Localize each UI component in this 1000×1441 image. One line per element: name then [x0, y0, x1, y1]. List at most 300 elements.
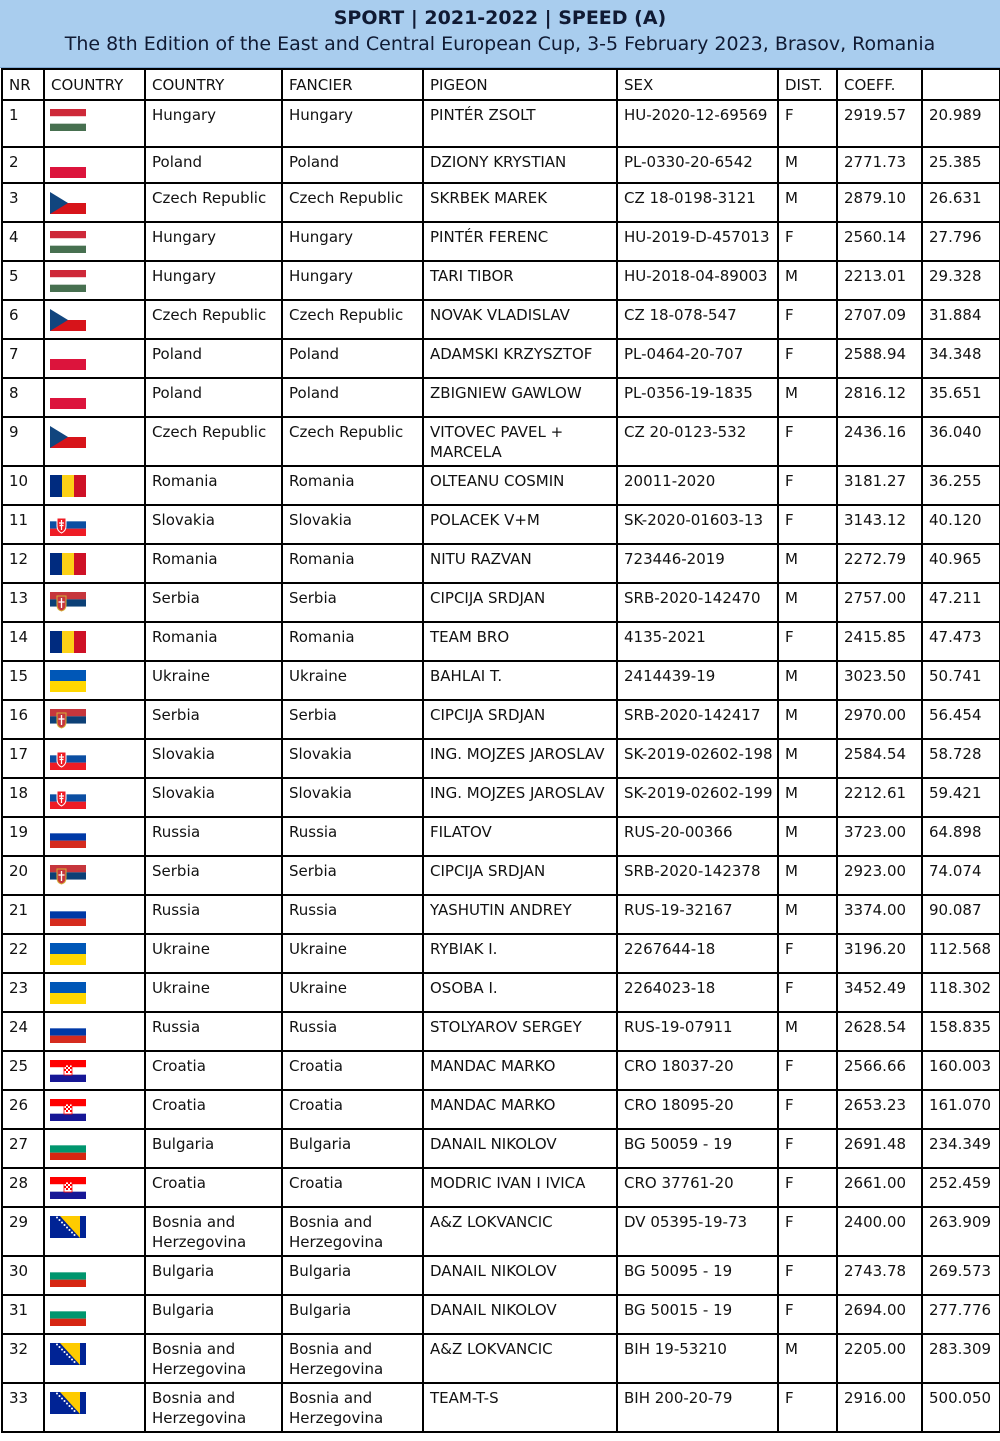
coeff-cell: 2771.73 — [837, 147, 922, 183]
table-row — [2, 895, 1000, 934]
table-row — [2, 339, 1000, 378]
value-cell: 64.898 — [922, 817, 1000, 856]
coeff-cell: 2272.79 — [837, 544, 922, 583]
ukraine-flag-icon — [50, 943, 86, 965]
table-row — [2, 856, 1000, 895]
row-nr: 26 — [2, 1090, 44, 1129]
value-cell: 40.965 — [922, 544, 1000, 583]
pigeon-cell: ZBIGNIEW GAWLOW — [423, 378, 617, 417]
serbia-flag-icon — [50, 592, 86, 614]
value-cell: 35.651 — [922, 378, 1000, 417]
dist-cell: M — [778, 583, 837, 622]
country-flag-cell — [44, 973, 145, 1012]
romania-flag-icon — [50, 553, 86, 575]
column-header-dist: DIST. — [778, 69, 837, 100]
table-row — [2, 183, 1000, 222]
dist-cell: M — [778, 895, 837, 934]
fancier-cell: Bulgaria — [282, 1129, 423, 1168]
country-name: Bulgaria — [145, 1129, 282, 1168]
fancier-cell: Slovakia — [282, 505, 423, 544]
country-flag-cell — [44, 1295, 145, 1334]
dist-cell: F — [778, 1129, 837, 1168]
pigeon-cell: TARI TIBOR — [423, 261, 617, 300]
row-nr: 16 — [2, 700, 44, 739]
value-cell: 47.211 — [922, 583, 1000, 622]
row-nr: 4 — [2, 222, 44, 261]
dist-cell: F — [778, 1051, 837, 1090]
country-name: Poland — [145, 147, 282, 183]
coeff-cell: 2923.00 — [837, 856, 922, 895]
pigeon-cell: POLACEK V+M — [423, 505, 617, 544]
row-nr: 8 — [2, 378, 44, 417]
table-row — [2, 1090, 1000, 1129]
pigeon-cell: DANAIL NIKOLOV — [423, 1295, 617, 1334]
fancier-cell: Poland — [282, 147, 423, 183]
row-nr: 32 — [2, 1334, 44, 1383]
sex-cell: HU-2020-12-69569 — [617, 100, 778, 147]
sex-cell: CRO 37761-20 — [617, 1168, 778, 1207]
dist-cell: M — [778, 183, 837, 222]
slovakia-flag-icon — [50, 748, 86, 770]
country-flag-cell — [44, 895, 145, 934]
country-flag-cell — [44, 100, 145, 147]
serbia-flag-icon — [50, 865, 86, 887]
dist-cell: F — [778, 1256, 837, 1295]
country-name: Russia — [145, 817, 282, 856]
slovakia-flag-icon — [50, 514, 86, 536]
dist-cell: F — [778, 300, 837, 339]
row-nr: 17 — [2, 739, 44, 778]
sex-cell: 20011-2020 — [617, 466, 778, 505]
row-nr: 31 — [2, 1295, 44, 1334]
value-cell: 500.050 — [922, 1383, 1000, 1432]
pigeon-cell: YASHUTIN ANDREY — [423, 895, 617, 934]
row-nr: 5 — [2, 261, 44, 300]
value-cell: 263.909 — [922, 1207, 1000, 1256]
slovakia-flag-icon — [50, 787, 86, 809]
dist-cell: M — [778, 1334, 837, 1383]
coeff-cell: 2205.00 — [837, 1334, 922, 1383]
pigeon-cell: A&Z LOKVANCIC — [423, 1334, 617, 1383]
value-cell: 50.741 — [922, 661, 1000, 700]
country-flag-cell — [44, 1383, 145, 1432]
column-header-country-flag: COUNTRY — [44, 69, 145, 100]
table-row — [2, 661, 1000, 700]
country-name: Croatia — [145, 1090, 282, 1129]
pigeon-cell: TEAM BRO — [423, 622, 617, 661]
column-header-value — [922, 69, 1000, 100]
value-cell: 36.255 — [922, 466, 1000, 505]
fancier-cell: Ukraine — [282, 661, 423, 700]
value-cell: 59.421 — [922, 778, 1000, 817]
pigeon-cell: CIPCIJA SRDJAN — [423, 700, 617, 739]
row-nr: 1 — [2, 100, 44, 147]
bosnia-flag-icon — [50, 1216, 86, 1238]
value-cell: 118.302 — [922, 973, 1000, 1012]
country-name: Romania — [145, 466, 282, 505]
country-name: Croatia — [145, 1051, 282, 1090]
pigeon-cell: NOVAK VLADISLAV — [423, 300, 617, 339]
coeff-cell: 2588.94 — [837, 339, 922, 378]
country-flag-cell — [44, 1207, 145, 1256]
coeff-cell: 3374.00 — [837, 895, 922, 934]
sex-cell: HU-2019-D-457013 — [617, 222, 778, 261]
pigeon-cell: DANAIL NIKOLOV — [423, 1256, 617, 1295]
ukraine-flag-icon — [50, 670, 86, 692]
coeff-cell: 2879.10 — [837, 183, 922, 222]
croatia-flag-icon — [50, 1177, 86, 1199]
fancier-cell: Slovakia — [282, 739, 423, 778]
fancier-cell: Slovakia — [282, 778, 423, 817]
dist-cell: F — [778, 1383, 837, 1432]
column-header-fancier: FANCIER — [282, 69, 423, 100]
sex-cell: RUS-20-00366 — [617, 817, 778, 856]
value-cell: 31.884 — [922, 300, 1000, 339]
coeff-cell: 2584.54 — [837, 739, 922, 778]
fancier-cell: Poland — [282, 378, 423, 417]
table-row — [2, 147, 1000, 183]
fancier-cell: Russia — [282, 895, 423, 934]
row-nr: 9 — [2, 417, 44, 466]
sex-cell: CZ 18-0198-3121 — [617, 183, 778, 222]
value-cell: 58.728 — [922, 739, 1000, 778]
sex-cell: SK-2019-02602-198 — [617, 739, 778, 778]
country-flag-cell — [44, 856, 145, 895]
table-row — [2, 1383, 1000, 1432]
sex-cell: DV 05395-19-73 — [617, 1207, 778, 1256]
country-flag-cell — [44, 1090, 145, 1129]
country-flag-cell — [44, 1129, 145, 1168]
value-cell: 34.348 — [922, 339, 1000, 378]
country-name: Serbia — [145, 700, 282, 739]
value-cell: 36.040 — [922, 417, 1000, 466]
coeff-cell: 2415.85 — [837, 622, 922, 661]
dist-cell: F — [778, 100, 837, 147]
table-row — [2, 973, 1000, 1012]
country-flag-cell — [44, 505, 145, 544]
table-row — [2, 100, 1000, 147]
pigeon-cell: FILATOV — [423, 817, 617, 856]
serbia-flag-icon — [50, 709, 86, 731]
row-nr: 6 — [2, 300, 44, 339]
dist-cell: M — [778, 261, 837, 300]
dist-cell: M — [778, 700, 837, 739]
value-cell: 20.989 — [922, 100, 1000, 147]
dist-cell: F — [778, 1295, 837, 1334]
country-flag-cell — [44, 1051, 145, 1090]
row-nr: 23 — [2, 973, 44, 1012]
row-nr: 27 — [2, 1129, 44, 1168]
table-row — [2, 466, 1000, 505]
country-flag-cell — [44, 466, 145, 505]
coeff-cell: 2743.78 — [837, 1256, 922, 1295]
sex-cell: SRB-2020-142378 — [617, 856, 778, 895]
pigeon-cell: MANDAC MARKO — [423, 1090, 617, 1129]
sex-cell: SRB-2020-142417 — [617, 700, 778, 739]
dist-cell: M — [778, 856, 837, 895]
poland-flag-icon — [50, 156, 86, 178]
dist-cell: M — [778, 661, 837, 700]
bulgaria-flag-icon — [50, 1138, 86, 1160]
fancier-cell: Romania — [282, 544, 423, 583]
country-name: Romania — [145, 622, 282, 661]
fancier-cell: Croatia — [282, 1168, 423, 1207]
value-cell: 27.796 — [922, 222, 1000, 261]
table-row — [2, 583, 1000, 622]
value-cell: 40.120 — [922, 505, 1000, 544]
pigeon-cell: OLTEANU COSMIN — [423, 466, 617, 505]
fancier-cell: Czech Republic — [282, 417, 423, 466]
table-row — [2, 934, 1000, 973]
croatia-flag-icon — [50, 1060, 86, 1082]
value-cell: 90.087 — [922, 895, 1000, 934]
coeff-cell: 2691.48 — [837, 1129, 922, 1168]
row-nr: 2 — [2, 147, 44, 183]
page-title: SPORT | 2021-2022 | SPEED (A) — [333, 7, 667, 29]
pigeon-cell: ING. MOJZES JAROSLAV — [423, 778, 617, 817]
country-flag-cell — [44, 378, 145, 417]
poland-flag-icon — [50, 387, 86, 409]
pigeon-cell: BAHLAI T. — [423, 661, 617, 700]
fancier-cell: Bosnia and Herzegovina — [282, 1207, 423, 1256]
pigeon-cell: DZIONY KRYSTIAN — [423, 147, 617, 183]
row-nr: 15 — [2, 661, 44, 700]
pigeon-cell: PINTÉR ZSOLT — [423, 100, 617, 147]
bosnia-flag-icon — [50, 1392, 86, 1414]
sex-cell: BG 50059 - 19 — [617, 1129, 778, 1168]
sex-cell: BIH 19-53210 — [617, 1334, 778, 1383]
row-nr: 22 — [2, 934, 44, 973]
pigeon-cell: OSOBA I. — [423, 973, 617, 1012]
page-subtitle: The 8th Edition of the East and Central European Cup, 3-5 February 2023, Brasov, Romania — [64, 33, 936, 55]
column-header-country: COUNTRY — [145, 69, 282, 100]
fancier-cell: Serbia — [282, 700, 423, 739]
table-row — [2, 505, 1000, 544]
croatia-flag-icon — [50, 1099, 86, 1121]
value-cell: 252.459 — [922, 1168, 1000, 1207]
fancier-cell: Bulgaria — [282, 1295, 423, 1334]
country-name: Serbia — [145, 856, 282, 895]
dist-cell: F — [778, 973, 837, 1012]
row-nr: 14 — [2, 622, 44, 661]
coeff-cell: 2707.09 — [837, 300, 922, 339]
dist-cell: M — [778, 817, 837, 856]
value-cell: 283.309 — [922, 1334, 1000, 1383]
table-row — [2, 417, 1000, 466]
dist-cell: M — [778, 147, 837, 183]
dist-cell: F — [778, 1168, 837, 1207]
row-nr: 24 — [2, 1012, 44, 1051]
table-row — [2, 778, 1000, 817]
coeff-cell: 3723.00 — [837, 817, 922, 856]
coeff-cell: 2757.00 — [837, 583, 922, 622]
dist-cell: F — [778, 505, 837, 544]
poland-flag-icon — [50, 348, 86, 370]
country-flag-cell — [44, 544, 145, 583]
sex-cell: 2414439-19 — [617, 661, 778, 700]
coeff-cell: 3023.50 — [837, 661, 922, 700]
sex-cell: CRO 18095-20 — [617, 1090, 778, 1129]
country-flag-cell — [44, 817, 145, 856]
row-nr: 28 — [2, 1168, 44, 1207]
sex-cell: PL-0464-20-707 — [617, 339, 778, 378]
row-nr: 30 — [2, 1256, 44, 1295]
pigeon-cell: ADAMSKI KRZYSZTOF — [423, 339, 617, 378]
country-name: Russia — [145, 1012, 282, 1051]
table-row — [2, 622, 1000, 661]
pigeon-cell: PINTÉR FERENC — [423, 222, 617, 261]
table-row — [2, 1129, 1000, 1168]
sex-cell: 723446-2019 — [617, 544, 778, 583]
sex-cell: SRB-2020-142470 — [617, 583, 778, 622]
country-flag-cell — [44, 300, 145, 339]
row-nr: 12 — [2, 544, 44, 583]
table-row — [2, 739, 1000, 778]
country-name: Ukraine — [145, 973, 282, 1012]
country-flag-cell — [44, 661, 145, 700]
sex-cell: PL-0330-20-6542 — [617, 147, 778, 183]
coeff-cell: 3452.49 — [837, 973, 922, 1012]
czech-flag-icon — [50, 309, 86, 331]
country-flag-cell — [44, 700, 145, 739]
row-nr: 19 — [2, 817, 44, 856]
country-name: Russia — [145, 895, 282, 934]
ukraine-flag-icon — [50, 982, 86, 1004]
country-name: Poland — [145, 339, 282, 378]
country-flag-cell — [44, 222, 145, 261]
country-flag-cell — [44, 261, 145, 300]
country-name: Czech Republic — [145, 300, 282, 339]
country-name: Hungary — [145, 100, 282, 147]
table-row — [2, 1334, 1000, 1383]
country-name: Poland — [145, 378, 282, 417]
fancier-cell: Ukraine — [282, 973, 423, 1012]
country-name: Slovakia — [145, 778, 282, 817]
country-flag-cell — [44, 739, 145, 778]
dist-cell: F — [778, 222, 837, 261]
column-header-sex: SEX — [617, 69, 778, 100]
sex-cell: RUS-19-07911 — [617, 1012, 778, 1051]
row-nr: 18 — [2, 778, 44, 817]
sex-cell: SK-2019-02602-199 — [617, 778, 778, 817]
fancier-cell: Romania — [282, 466, 423, 505]
pigeon-cell: MANDAC MARKO — [423, 1051, 617, 1090]
fancier-cell: Serbia — [282, 856, 423, 895]
value-cell: 25.385 — [922, 147, 1000, 183]
dist-cell: F — [778, 417, 837, 466]
fancier-cell: Poland — [282, 339, 423, 378]
fancier-cell: Russia — [282, 1012, 423, 1051]
coeff-cell: 2560.14 — [837, 222, 922, 261]
row-nr: 29 — [2, 1207, 44, 1256]
dist-cell: F — [778, 934, 837, 973]
hungary-flag-icon — [50, 109, 86, 131]
row-nr: 25 — [2, 1051, 44, 1090]
value-cell: 160.003 — [922, 1051, 1000, 1090]
dist-cell: M — [778, 739, 837, 778]
table-row — [2, 817, 1000, 856]
sex-cell: RUS-19-32167 — [617, 895, 778, 934]
country-flag-cell — [44, 1012, 145, 1051]
table-row — [2, 1295, 1000, 1334]
column-header-coeff: COEFF. — [837, 69, 922, 100]
country-name: Croatia — [145, 1168, 282, 1207]
pigeon-cell: CIPCIJA SRDJAN — [423, 583, 617, 622]
russia-flag-icon — [50, 826, 86, 848]
country-flag-cell — [44, 583, 145, 622]
row-nr: 33 — [2, 1383, 44, 1432]
czech-flag-icon — [50, 426, 86, 448]
dist-cell: F — [778, 1207, 837, 1256]
country-flag-cell — [44, 1168, 145, 1207]
fancier-cell: Serbia — [282, 583, 423, 622]
hungary-flag-icon — [50, 270, 86, 292]
row-nr: 11 — [2, 505, 44, 544]
sex-cell: HU-2018-04-89003 — [617, 261, 778, 300]
sex-cell: 2264023-18 — [617, 973, 778, 1012]
table-row — [2, 261, 1000, 300]
fancier-cell: Hungary — [282, 261, 423, 300]
table-row — [2, 544, 1000, 583]
dist-cell: F — [778, 339, 837, 378]
russia-flag-icon — [50, 904, 86, 926]
country-flag-cell — [44, 339, 145, 378]
hungary-flag-icon — [50, 231, 86, 253]
coeff-cell: 3181.27 — [837, 466, 922, 505]
value-cell: 74.074 — [922, 856, 1000, 895]
sex-cell: BG 50095 - 19 — [617, 1256, 778, 1295]
coeff-cell: 3196.20 — [837, 934, 922, 973]
value-cell: 161.070 — [922, 1090, 1000, 1129]
country-flag-cell — [44, 417, 145, 466]
dist-cell: M — [778, 778, 837, 817]
dist-cell: F — [778, 622, 837, 661]
fancier-cell: Croatia — [282, 1051, 423, 1090]
sex-cell: BG 50015 - 19 — [617, 1295, 778, 1334]
column-header-nr: NR — [2, 69, 44, 100]
sex-cell: 2267644-18 — [617, 934, 778, 973]
pigeon-cell: CIPCIJA SRDJAN — [423, 856, 617, 895]
table-row — [2, 378, 1000, 417]
country-flag-cell — [44, 622, 145, 661]
dist-cell: M — [778, 378, 837, 417]
country-name: Bosnia and Herzegovina — [145, 1383, 282, 1432]
coeff-cell: 2436.16 — [837, 417, 922, 466]
pigeon-cell: RYBIAK I. — [423, 934, 617, 973]
pigeon-cell: MODRIC IVAN I IVICA — [423, 1168, 617, 1207]
coeff-cell: 2653.23 — [837, 1090, 922, 1129]
column-header-pigeon: PIGEON — [423, 69, 617, 100]
fancier-cell: Bulgaria — [282, 1256, 423, 1295]
coeff-cell: 2970.00 — [837, 700, 922, 739]
coeff-cell: 2566.66 — [837, 1051, 922, 1090]
coeff-cell: 2916.00 — [837, 1383, 922, 1432]
dist-cell: F — [778, 1090, 837, 1129]
country-flag-cell — [44, 778, 145, 817]
coeff-cell: 2213.01 — [837, 261, 922, 300]
value-cell: 269.573 — [922, 1256, 1000, 1295]
country-name: Bosnia and Herzegovina — [145, 1207, 282, 1256]
pigeon-cell: NITU RAZVAN — [423, 544, 617, 583]
page-header — [0, 0, 1000, 68]
sex-cell: CRO 18037-20 — [617, 1051, 778, 1090]
fancier-cell: Hungary — [282, 222, 423, 261]
table-row — [2, 1168, 1000, 1207]
coeff-cell: 2212.61 — [837, 778, 922, 817]
country-name: Slovakia — [145, 739, 282, 778]
fancier-cell: Croatia — [282, 1090, 423, 1129]
bulgaria-flag-icon — [50, 1304, 86, 1326]
